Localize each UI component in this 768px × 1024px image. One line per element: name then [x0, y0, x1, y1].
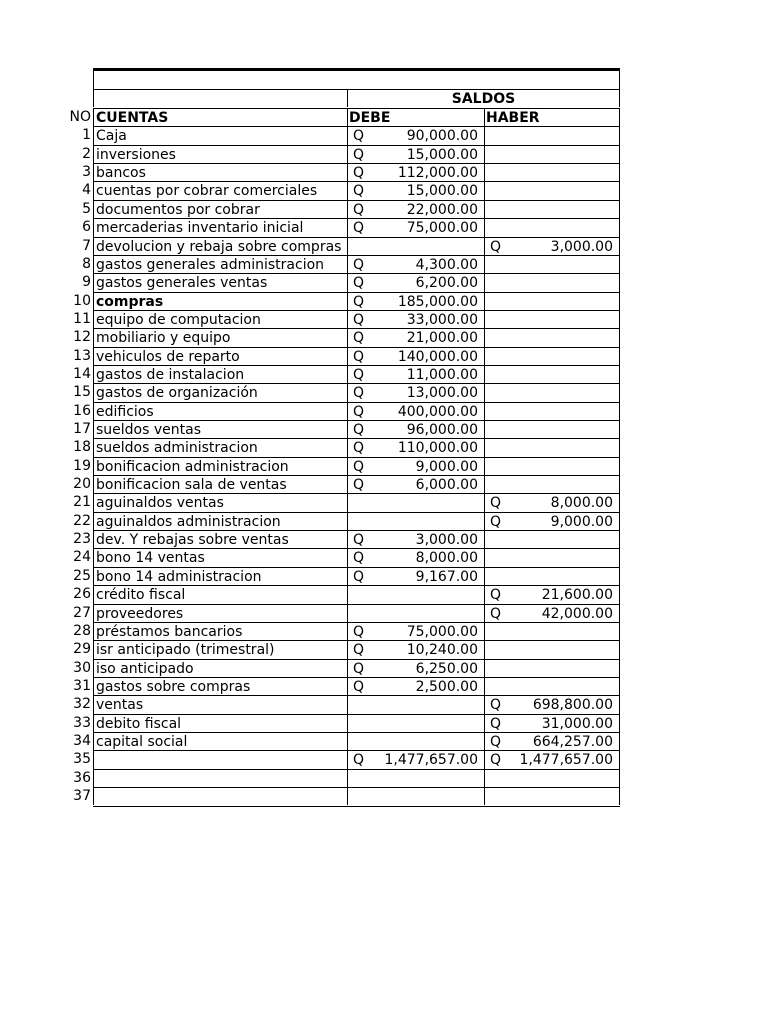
- debe-cell[interactable]: [347, 787, 484, 805]
- debe-cell[interactable]: [347, 292, 484, 310]
- debe-cell[interactable]: [347, 659, 484, 677]
- debe-cell[interactable]: [347, 677, 484, 695]
- cuenta-cell[interactable]: bono 14 ventas: [93, 548, 347, 566]
- debe-cell[interactable]: [347, 402, 484, 420]
- currency-symbol: Q: [353, 678, 365, 695]
- currency-symbol: Q: [490, 238, 502, 255]
- currency-symbol: Q: [353, 568, 365, 585]
- row-number: 23: [73, 531, 91, 548]
- row-number: 37: [73, 788, 91, 804]
- cuenta-cell[interactable]: mercaderias inventario inicial: [93, 218, 347, 236]
- row-number: 22: [73, 512, 91, 529]
- haber-cell[interactable]: [484, 659, 620, 677]
- debe-amount: 33,000.00: [406, 311, 478, 328]
- cuenta-cell[interactable]: aguinaldos ventas: [93, 493, 347, 511]
- haber-cell[interactable]: [484, 383, 620, 401]
- saldos-left-cell[interactable]: [93, 89, 347, 107]
- cuenta-cell[interactable]: inversiones: [93, 145, 347, 163]
- debe-cell[interactable]: [347, 218, 484, 236]
- haber-amount: 9,000.00: [550, 513, 613, 530]
- currency-symbol: Q: [490, 605, 502, 622]
- debe-amount: 110,000.00: [397, 440, 478, 457]
- debe-cell[interactable]: [347, 567, 484, 585]
- haber-amount: 21,600.00: [541, 587, 613, 604]
- row-number: 7: [82, 237, 91, 254]
- debe-amount: 6,250.00: [415, 660, 478, 677]
- currency-symbol: Q: [490, 715, 502, 732]
- debe-cell[interactable]: [347, 457, 484, 475]
- cuenta-cell[interactable]: devolucion y rebaja sobre compras: [93, 237, 347, 255]
- debe-cell[interactable]: [347, 604, 484, 622]
- row-number: 3: [82, 164, 91, 181]
- cuenta-cell[interactable]: mobiliario y equipo: [93, 328, 347, 346]
- haber-amount: 3,000.00: [550, 238, 613, 255]
- haber-cell[interactable]: [484, 181, 620, 199]
- row-number: 16: [73, 402, 91, 419]
- cuenta-cell[interactable]: bonificacion sala de ventas: [93, 475, 347, 493]
- debe-amount: 90,000.00: [406, 128, 478, 145]
- debe-amount: 10,240.00: [406, 642, 478, 659]
- currency-symbol: Q: [490, 495, 502, 512]
- currency-symbol: Q: [353, 660, 365, 677]
- debe-amount: 75,000.00: [406, 623, 478, 640]
- cuenta-cell[interactable]: gastos de instalacion: [93, 365, 347, 383]
- debe-amount: 96,000.00: [406, 422, 478, 438]
- haber-amount: 698,800.00: [532, 697, 613, 714]
- haber-cell[interactable]: [484, 328, 620, 346]
- cuenta-cell[interactable]: aguinaldos administracion: [93, 512, 347, 530]
- currency-symbol: Q: [353, 403, 365, 420]
- row-number: 10: [73, 292, 91, 309]
- debe-amount: 185,000.00: [397, 293, 478, 310]
- cuenta-cell[interactable]: compras: [93, 292, 347, 310]
- debe-amount: 1,477,657.00: [384, 752, 478, 769]
- debe-header[interactable]: DEBE: [347, 108, 484, 126]
- debe-cell[interactable]: [347, 585, 484, 603]
- debe-amount: 15,000.00: [406, 146, 478, 163]
- cuenta-cell[interactable]: [93, 750, 347, 768]
- cuenta-cell[interactable]: cuentas por cobrar comerciales: [93, 181, 347, 199]
- currency-symbol: Q: [353, 348, 365, 365]
- debe-cell[interactable]: [347, 347, 484, 365]
- debe-amount: 9,000.00: [415, 458, 478, 475]
- currency-symbol: Q: [353, 422, 365, 438]
- cuenta-cell[interactable]: gastos generales administracion: [93, 255, 347, 273]
- row-number: 14: [73, 365, 91, 382]
- debe-cell[interactable]: [347, 493, 484, 511]
- cuenta-cell[interactable]: gastos generales ventas: [93, 273, 347, 291]
- debe-cell[interactable]: [347, 769, 484, 787]
- debe-cell[interactable]: [347, 163, 484, 181]
- debe-amount: 13,000.00: [406, 385, 478, 402]
- row-number: 26: [73, 586, 91, 603]
- cuenta-cell[interactable]: gastos sobre compras: [93, 677, 347, 695]
- haber-cell[interactable]: [484, 677, 620, 695]
- debe-amount: 15,000.00: [406, 183, 478, 200]
- cuenta-cell[interactable]: iso anticipado: [93, 659, 347, 677]
- cuenta-cell[interactable]: ventas: [93, 695, 347, 713]
- row-number: 4: [82, 182, 91, 199]
- debe-cell[interactable]: [347, 365, 484, 383]
- debe-amount: 9,167.00: [415, 568, 478, 585]
- row-number: 35: [73, 751, 91, 768]
- haber-cell[interactable]: [484, 640, 620, 658]
- haber-cell[interactable]: [484, 420, 620, 438]
- haber-cell[interactable]: [484, 347, 620, 365]
- title-cell[interactable]: [93, 71, 620, 89]
- debe-cell[interactable]: [347, 530, 484, 548]
- debe-amount: 6,000.00: [415, 477, 478, 494]
- debe-amount: 400,000.00: [397, 403, 478, 420]
- currency-symbol: Q: [490, 752, 502, 769]
- currency-symbol: Q: [490, 587, 502, 604]
- debe-amount: 4,300.00: [415, 256, 478, 273]
- currency-symbol: Q: [353, 458, 365, 475]
- cuenta-cell[interactable]: debito fiscal: [93, 714, 347, 732]
- currency-symbol: Q: [353, 385, 365, 402]
- debe-cell[interactable]: [347, 420, 484, 438]
- haber-cell[interactable]: [484, 457, 620, 475]
- haber-cell[interactable]: [484, 255, 620, 273]
- row-number: 36: [73, 769, 91, 786]
- row-number: 28: [73, 622, 91, 639]
- haber-cell[interactable]: [484, 310, 620, 328]
- cuenta-cell[interactable]: crédito fiscal: [93, 585, 347, 603]
- currency-symbol: Q: [353, 440, 365, 457]
- haber-cell[interactable]: [484, 585, 620, 603]
- currency-symbol: Q: [490, 697, 502, 714]
- haber-cell[interactable]: [484, 163, 620, 181]
- currency-symbol: Q: [353, 330, 365, 347]
- haber-cell[interactable]: [484, 402, 620, 420]
- haber-cell[interactable]: [484, 512, 620, 530]
- haber-cell[interactable]: [484, 493, 620, 511]
- haber-amount: 1,477,657.00: [519, 752, 613, 769]
- row-number: 24: [73, 549, 91, 566]
- cuenta-cell[interactable]: documentos por cobrar: [93, 200, 347, 218]
- haber-cell[interactable]: [484, 200, 620, 218]
- debe-cell[interactable]: [347, 438, 484, 456]
- haber-cell[interactable]: [484, 273, 620, 291]
- cuenta-cell[interactable]: gastos de organización: [93, 383, 347, 401]
- row-number: 29: [73, 641, 91, 658]
- saldos-header[interactable]: SALDOS: [347, 89, 620, 107]
- haber-cell[interactable]: [484, 365, 620, 383]
- cuenta-cell[interactable]: bono 14 administracion: [93, 567, 347, 585]
- currency-symbol: Q: [353, 752, 365, 769]
- cuenta-cell[interactable]: vehiculos de reparto: [93, 347, 347, 365]
- debe-cell[interactable]: [347, 237, 484, 255]
- row-number: 15: [73, 384, 91, 401]
- row-number: 20: [73, 476, 91, 493]
- currency-symbol: Q: [353, 642, 365, 659]
- debe-amount: 22,000.00: [406, 201, 478, 218]
- row-number: 18: [73, 439, 91, 456]
- row-number: 1: [82, 127, 91, 144]
- haber-cell[interactable]: [484, 732, 620, 750]
- haber-cell[interactable]: [484, 548, 620, 566]
- currency-symbol: Q: [353, 366, 365, 383]
- currency-symbol: Q: [353, 146, 365, 163]
- haber-cell[interactable]: [484, 438, 620, 456]
- haber-cell[interactable]: [484, 695, 620, 713]
- row-number: 2: [82, 145, 91, 162]
- debe-amount: 112,000.00: [397, 165, 478, 182]
- debe-cell[interactable]: [347, 383, 484, 401]
- cuenta-cell[interactable]: préstamos bancarios: [93, 622, 347, 640]
- haber-amount: 42,000.00: [541, 605, 613, 622]
- haber-cell[interactable]: [484, 750, 620, 768]
- debe-cell[interactable]: [347, 145, 484, 163]
- haber-cell[interactable]: [484, 475, 620, 493]
- currency-symbol: Q: [353, 275, 365, 292]
- row-number: 30: [73, 659, 91, 676]
- currency-symbol: Q: [353, 623, 365, 640]
- debe-cell[interactable]: [347, 732, 484, 750]
- debe-cell[interactable]: [347, 622, 484, 640]
- currency-symbol: Q: [490, 513, 502, 530]
- haber-cell[interactable]: [484, 787, 620, 805]
- row-number: 9: [82, 274, 91, 291]
- cuenta-cell[interactable]: edificios: [93, 402, 347, 420]
- debe-cell[interactable]: [347, 548, 484, 566]
- no-header: NO: [69, 109, 91, 125]
- row-number: 33: [73, 714, 91, 731]
- cuenta-cell[interactable]: Caja: [93, 126, 347, 144]
- currency-symbol: Q: [353, 311, 365, 328]
- title-right-border: [619, 71, 620, 89]
- cuenta-cell[interactable]: capital social: [93, 732, 347, 750]
- currency-symbol: Q: [353, 532, 365, 549]
- currency-symbol: Q: [353, 165, 365, 182]
- haber-cell[interactable]: [484, 604, 620, 622]
- row-number: 32: [73, 696, 91, 713]
- cuenta-cell[interactable]: sueldos ventas: [93, 420, 347, 438]
- debe-cell[interactable]: [347, 181, 484, 199]
- haber-amount: 31,000.00: [541, 715, 613, 732]
- cuenta-cell[interactable]: proveedores: [93, 604, 347, 622]
- cuenta-cell[interactable]: bancos: [93, 163, 347, 181]
- currency-symbol: Q: [353, 293, 365, 310]
- debe-cell[interactable]: [347, 714, 484, 732]
- haber-cell[interactable]: [484, 218, 620, 236]
- debe-cell[interactable]: [347, 328, 484, 346]
- row-number: 25: [73, 567, 91, 584]
- debe-amount: 140,000.00: [397, 348, 478, 365]
- currency-symbol: Q: [353, 183, 365, 200]
- debe-amount: 11,000.00: [406, 366, 478, 383]
- debe-amount: 75,000.00: [406, 220, 478, 237]
- debe-cell[interactable]: [347, 750, 484, 768]
- debe-cell[interactable]: [347, 695, 484, 713]
- currency-symbol: Q: [490, 733, 502, 750]
- haber-cell[interactable]: [484, 145, 620, 163]
- debe-cell[interactable]: [347, 475, 484, 493]
- haber-cell[interactable]: [484, 769, 620, 787]
- cuenta-cell[interactable]: equipo de computacion: [93, 310, 347, 328]
- debe-cell[interactable]: [347, 310, 484, 328]
- row-number: 31: [73, 677, 91, 694]
- debe-cell[interactable]: [347, 126, 484, 144]
- haber-cell[interactable]: [484, 530, 620, 548]
- currency-symbol: Q: [353, 256, 365, 273]
- debe-amount: 3,000.00: [415, 532, 478, 549]
- row-number: 5: [82, 200, 91, 217]
- row-number: 21: [73, 494, 91, 511]
- row-number: 19: [73, 457, 91, 474]
- cuenta-cell[interactable]: dev. Y rebajas sobre ventas: [93, 530, 347, 548]
- haber-header[interactable]: HABER: [484, 108, 620, 126]
- row-number: 11: [73, 310, 91, 327]
- currency-symbol: Q: [353, 477, 365, 494]
- bottom-border: [93, 806, 620, 807]
- row-number: 34: [73, 732, 91, 749]
- cuenta-cell[interactable]: bonificacion administracion: [93, 457, 347, 475]
- haber-cell[interactable]: [484, 714, 620, 732]
- debe-cell[interactable]: [347, 200, 484, 218]
- currency-symbol: Q: [353, 550, 365, 567]
- cuenta-cell[interactable]: [93, 769, 347, 787]
- cuentas-header[interactable]: CUENTAS: [93, 108, 347, 126]
- currency-symbol: Q: [353, 128, 365, 145]
- haber-cell[interactable]: [484, 622, 620, 640]
- debe-cell[interactable]: [347, 273, 484, 291]
- haber-cell[interactable]: [484, 292, 620, 310]
- debe-amount: 6,200.00: [415, 275, 478, 292]
- cuenta-cell[interactable]: sueldos administracion: [93, 438, 347, 456]
- debe-amount: 2,500.00: [415, 678, 478, 695]
- cuenta-cell[interactable]: [93, 787, 347, 805]
- cuenta-cell[interactable]: isr anticipado (trimestral): [93, 640, 347, 658]
- debe-cell[interactable]: [347, 512, 484, 530]
- currency-symbol: Q: [353, 220, 365, 237]
- debe-amount: 8,000.00: [415, 550, 478, 567]
- row-number: 6: [82, 219, 91, 236]
- row-number: 27: [73, 604, 91, 621]
- row-number: 12: [73, 329, 91, 346]
- currency-symbol: Q: [353, 201, 365, 218]
- haber-amount: 664,257.00: [532, 733, 613, 750]
- row-number: 13: [73, 347, 91, 364]
- haber-amount: 8,000.00: [550, 495, 613, 512]
- haber-cell[interactable]: [484, 126, 620, 144]
- debe-cell[interactable]: [347, 640, 484, 658]
- debe-amount: 21,000.00: [406, 330, 478, 347]
- row-number: 17: [73, 421, 91, 437]
- haber-cell[interactable]: [484, 567, 620, 585]
- row-number: 8: [82, 255, 91, 272]
- haber-cell[interactable]: [484, 237, 620, 255]
- debe-cell[interactable]: [347, 255, 484, 273]
